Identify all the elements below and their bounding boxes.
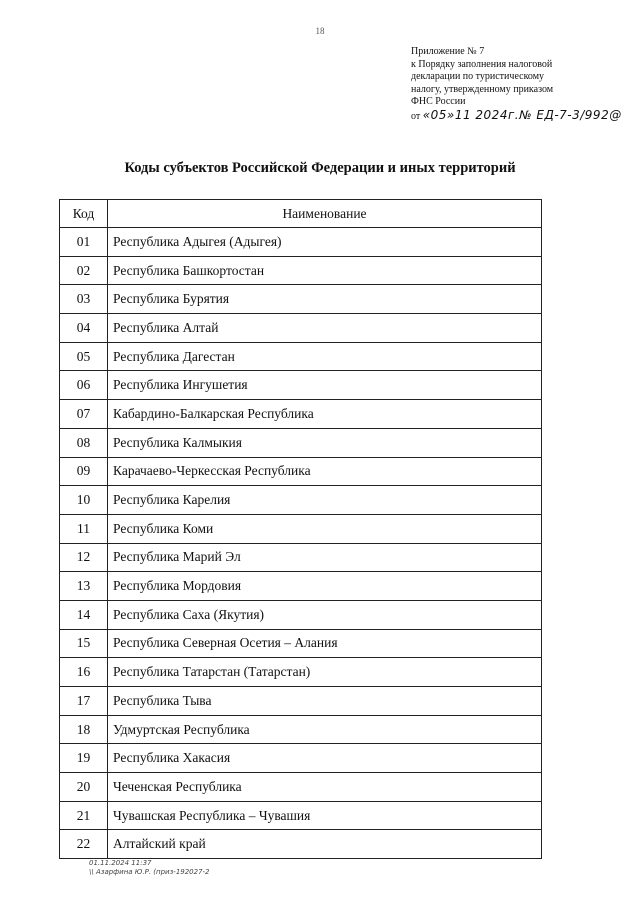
order-date-prefix: от: [411, 110, 421, 122]
table-row: [60, 314, 542, 343]
table-row: [60, 486, 542, 515]
table-row: [60, 801, 542, 830]
footer-stamp: [89, 859, 210, 877]
region-code-cell: 02: [60, 256, 108, 285]
region-code-cell: 08: [60, 428, 108, 457]
table-row: [60, 514, 542, 543]
region-code-cell: 07: [60, 400, 108, 429]
region-codes-table: [59, 199, 542, 859]
document-title: Коды субъектов Российской Федерации и иных территорий: [124, 160, 516, 176]
region-code-cell: 21: [60, 801, 108, 830]
table-row: [60, 600, 542, 629]
order-date-handwritten: «05»11 2024г.№ ЕД-7-3/992@: [422, 107, 622, 122]
region-name-cell: Республика Мордовия: [108, 572, 542, 601]
region-code-cell: 16: [60, 658, 108, 687]
table-row: [60, 830, 542, 859]
table-row: [60, 572, 542, 601]
region-name-cell: Республика Бурятия: [108, 285, 542, 314]
table-header-row: [60, 200, 542, 228]
region-code-cell: 18: [60, 715, 108, 744]
region-name-cell: Республика Татарстан (Татарстан): [108, 658, 542, 687]
region-name-cell: Республика Калмыкия: [108, 428, 542, 457]
table-row: [60, 687, 542, 716]
region-name-cell: Республика Тыва: [108, 687, 542, 716]
region-code-cell: 13: [60, 572, 108, 601]
table-row: [60, 342, 542, 371]
table-row: [60, 428, 542, 457]
header-code: Код: [60, 200, 108, 228]
region-code-cell: 01: [60, 228, 108, 257]
region-code-cell: 17: [60, 687, 108, 716]
table-row: [60, 629, 542, 658]
table-row: [60, 256, 542, 285]
region-name-cell: Республика Дагестан: [108, 342, 542, 371]
region-code-cell: 14: [60, 600, 108, 629]
table-row: [60, 543, 542, 572]
region-name-cell: Республика Ингушетия: [108, 371, 542, 400]
table-row: [60, 371, 542, 400]
region-name-cell: Республика Карелия: [108, 486, 542, 515]
table-row: [60, 658, 542, 687]
appendix-line: ФНС России: [411, 96, 466, 108]
appendix-line: налогу, утвержденному приказом: [411, 83, 554, 95]
region-name-cell: Алтайский край: [108, 830, 542, 859]
footer-author: \\ Азарфина Ю.Р. (приз-192027-2: [89, 868, 210, 876]
region-name-cell: Чеченская Республика: [108, 773, 542, 802]
region-name-cell: Республика Адыгея (Адыгея): [108, 228, 542, 257]
table-row: [60, 744, 542, 773]
header-name: Наименование: [108, 200, 542, 228]
table-row: [60, 457, 542, 486]
appendix-header: [411, 46, 622, 124]
region-name-cell: Республика Саха (Якутия): [108, 600, 542, 629]
footer-timestamp: 01.11.2024 11:37: [89, 859, 152, 867]
region-name-cell: Республика Хакасия: [108, 744, 542, 773]
region-code-cell: 19: [60, 744, 108, 773]
region-name-cell: Республика Алтай: [108, 314, 542, 343]
page-number: 18: [315, 26, 325, 36]
region-code-cell: 15: [60, 629, 108, 658]
region-name-cell: Республика Северная Осетия – Алания: [108, 629, 542, 658]
appendix-line: Приложение № 7: [411, 46, 485, 57]
table-row: [60, 285, 542, 314]
order-date-line: [411, 107, 622, 124]
appendix-line: к Порядку заполнения налоговой: [411, 58, 553, 70]
region-name-cell: Республика Коми: [108, 514, 542, 543]
region-name-cell: Республика Марий Эл: [108, 543, 542, 572]
table-row: [60, 400, 542, 429]
region-code-cell: 05: [60, 342, 108, 371]
region-name-cell: Удмуртская Республика: [108, 715, 542, 744]
region-name-cell: Кабардино-Балкарская Республика: [108, 400, 542, 429]
region-code-cell: 03: [60, 285, 108, 314]
region-code-cell: 06: [60, 371, 108, 400]
region-name-cell: Чувашская Республика – Чувашия: [108, 801, 542, 830]
table-row: [60, 228, 542, 257]
region-code-cell: 11: [60, 514, 108, 543]
table-row: [60, 773, 542, 802]
appendix-line: декларации по туристическому: [411, 71, 545, 83]
region-name-cell: Карачаево-Черкесская Республика: [108, 457, 542, 486]
region-code-cell: 04: [60, 314, 108, 343]
region-code-cell: 20: [60, 773, 108, 802]
region-code-cell: 09: [60, 457, 108, 486]
region-name-cell: Республика Башкортостан: [108, 256, 542, 285]
region-code-cell: 10: [60, 486, 108, 515]
table-body: [60, 228, 542, 859]
region-code-cell: 12: [60, 543, 108, 572]
region-code-cell: 22: [60, 830, 108, 859]
table-row: [60, 715, 542, 744]
